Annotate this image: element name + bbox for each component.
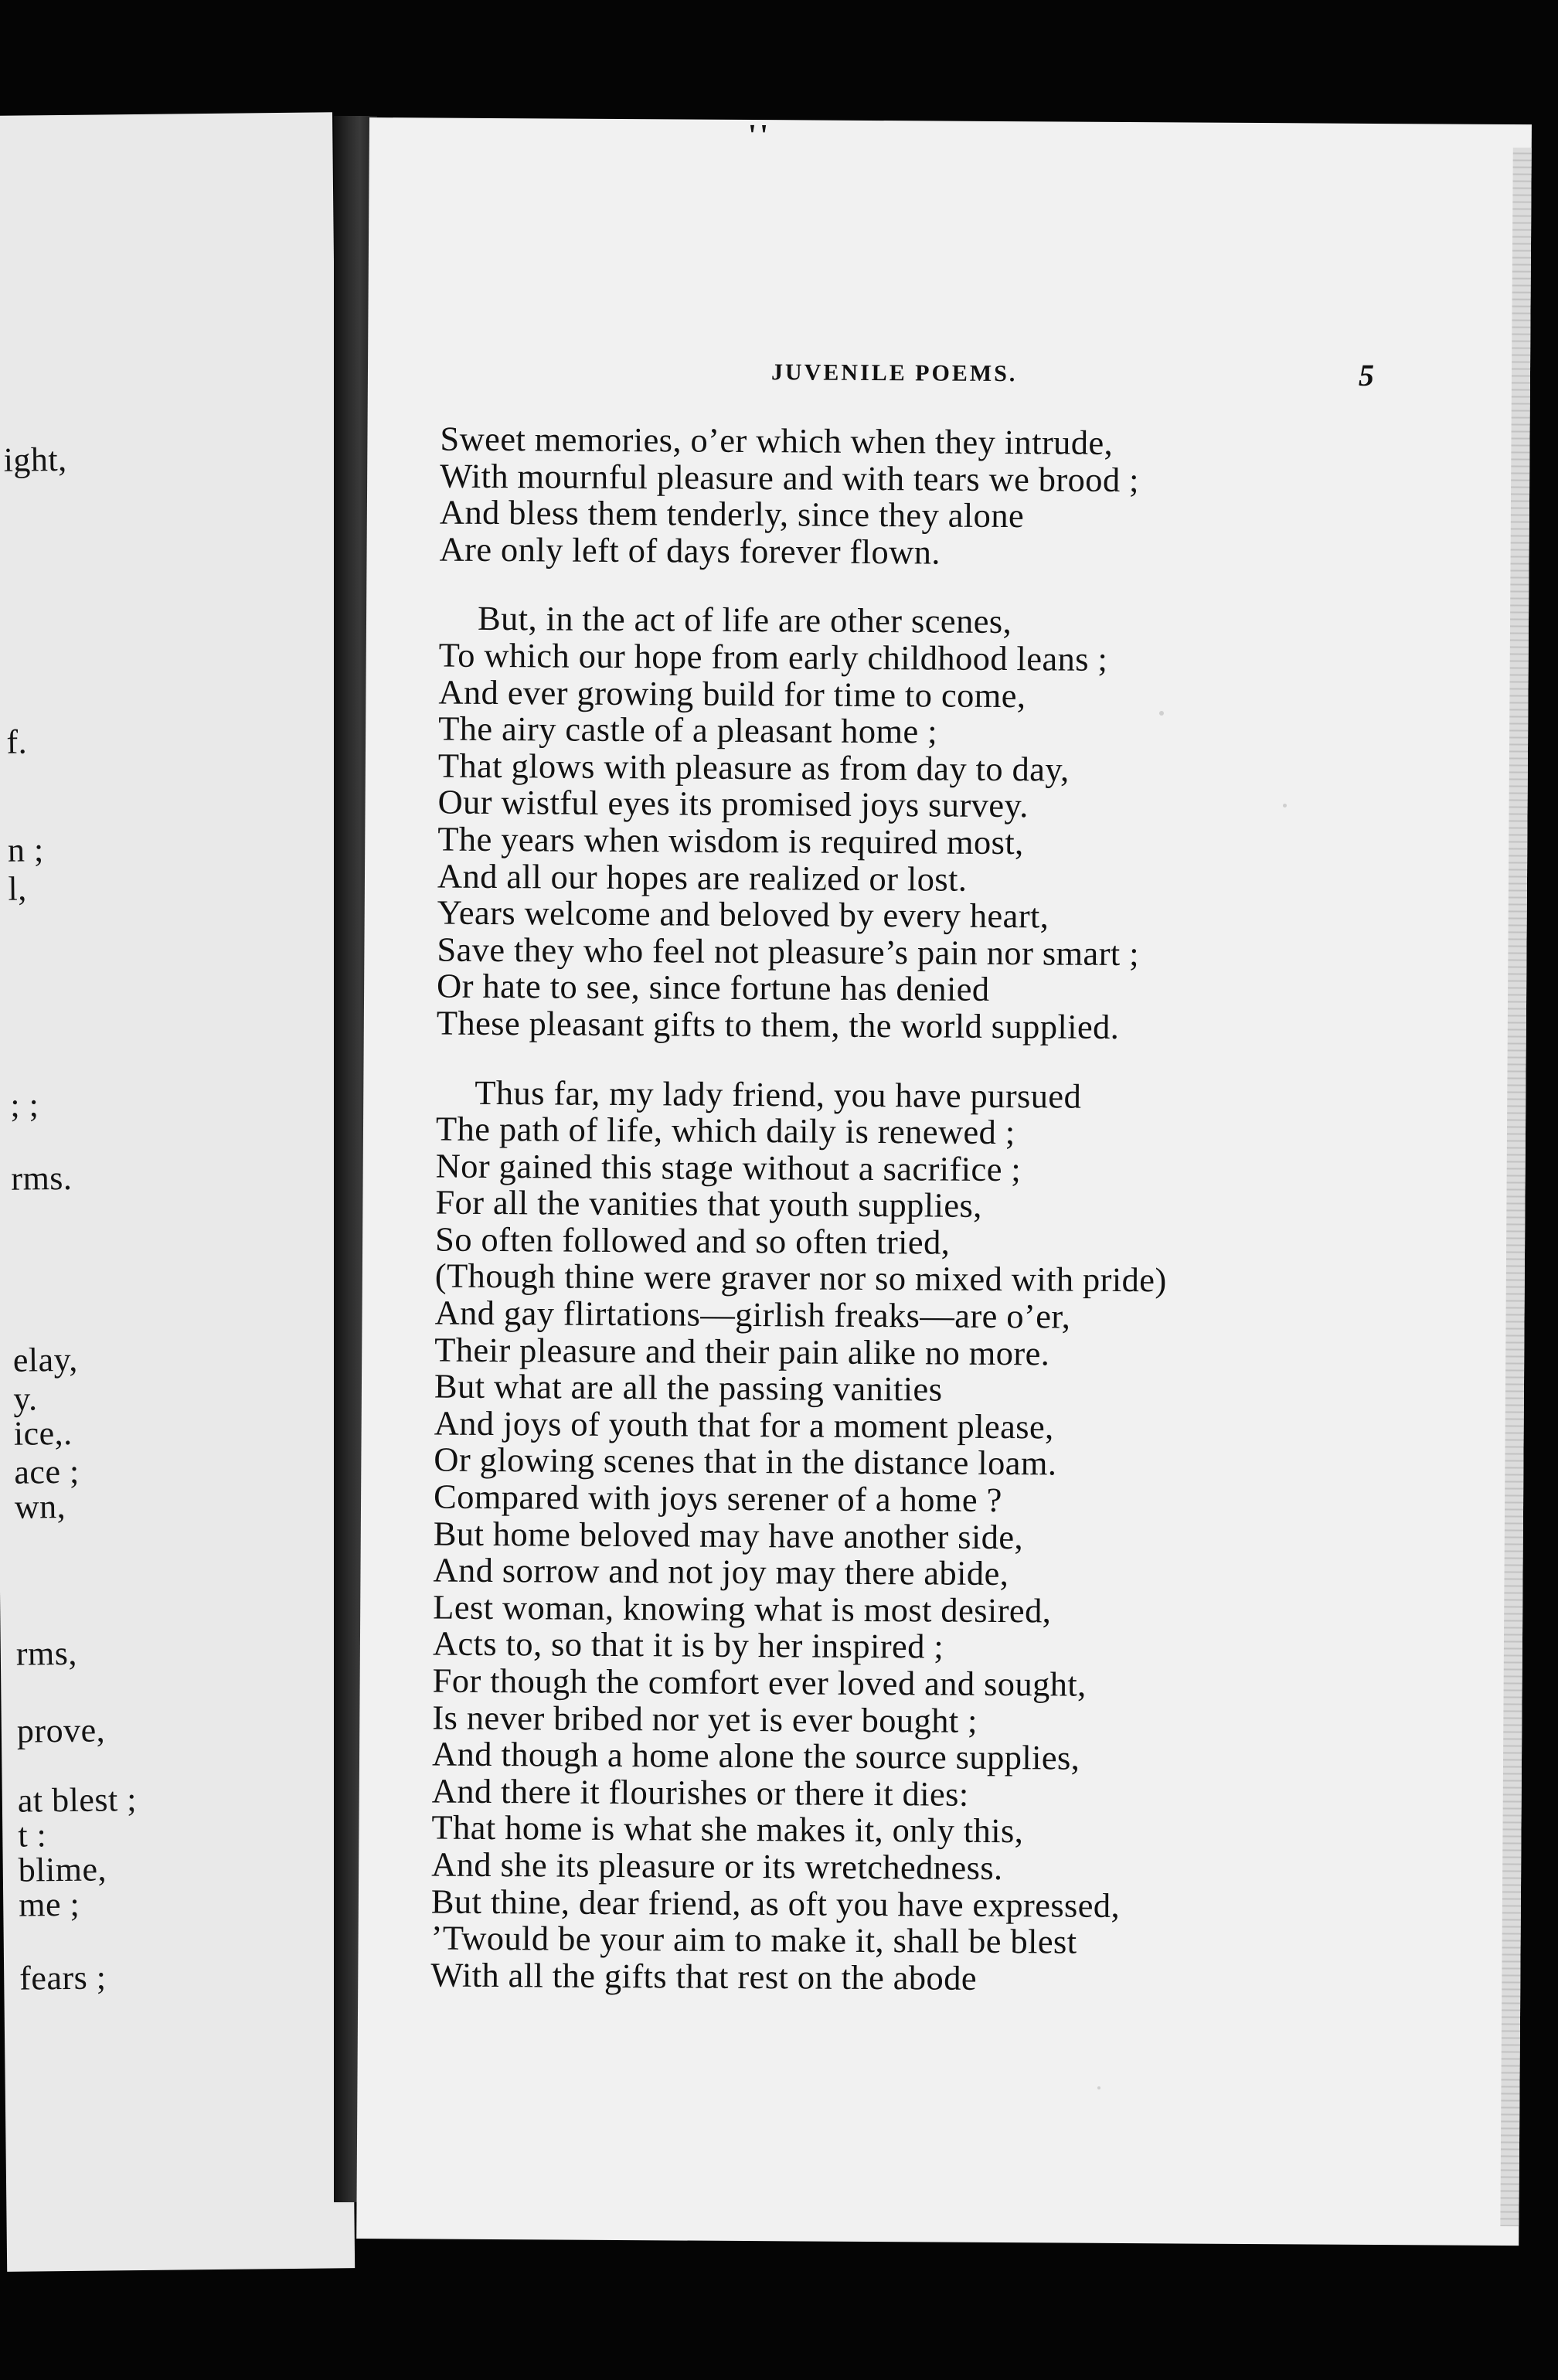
poem-line: Years welcome and beloved by every heart,: [437, 892, 1049, 936]
poem-line: These pleasant gifts to them, the world supplied.: [436, 1003, 1120, 1046]
poem-line: The years when wisdom is required most,: [437, 819, 1024, 862]
poem-line: Thus far, my lady friend, you have pursued: [475, 1073, 1082, 1116]
poem-line: Are only left of days forever flown.: [439, 529, 941, 572]
dust-speck: [1159, 711, 1164, 716]
poem-line: ’Twould be your aim to make it, shall be blest: [430, 1918, 1077, 1961]
poem-line: With mournful pleasure and with tears we brood ;: [440, 456, 1140, 499]
poem-line: For all the vanities that youth supplies,: [435, 1182, 982, 1226]
poem-line: Compared with joys serener of a home ?: [433, 1477, 1002, 1520]
poem-stanza: [430, 1074, 1441, 2000]
poem-line: With all the gifts that rest on the abode: [430, 1955, 978, 1998]
poem-line: Save they who feel not pleasure’s pain nor smart ;: [437, 930, 1140, 973]
left-page-line-fragment: f.: [6, 722, 28, 761]
page-edge-stack: [1500, 148, 1531, 2226]
poem-stanza: [437, 600, 1444, 1048]
poem-line: That glows with pleasure as from day to day,: [437, 746, 1070, 789]
left-page-line-fragment: fears ;: [19, 1958, 107, 1998]
poem-line: That home is what she makes it, only this,: [431, 1807, 1024, 1851]
left-page-line-fragment: ; ;: [10, 1086, 39, 1124]
poem-body: [430, 421, 1445, 2032]
poem-line: And there it flourishes or there it dies:: [431, 1771, 969, 1814]
left-page-line-fragment: ight,: [3, 440, 67, 479]
poem-line: Or hate to see, since fortune has denied: [436, 966, 990, 1009]
poem-line: And she its pleasure or its wretchedness.: [431, 1844, 1003, 1888]
left-page-line-fragment: me ;: [18, 1885, 80, 1924]
left-page-line-fragment: wn,: [14, 1487, 66, 1526]
left-page-line-fragment: elay,: [12, 1340, 79, 1379]
left-page-line-fragment: ice,.: [13, 1413, 73, 1453]
poem-line: And all our hopes are realized or lost.: [437, 856, 968, 899]
left-page-line-fragment: l,: [8, 869, 27, 908]
running-head: JUVENILE POEMS.: [770, 359, 1018, 387]
poem-stanza: [439, 421, 1444, 574]
poem-line: Sweet memories, o’er which when they intrude,: [440, 419, 1114, 462]
poem-line: But thine, dear friend, as oft you have expressed,: [430, 1882, 1121, 1925]
poem-line: Acts to, so that it is by her inspired ;: [432, 1624, 944, 1666]
poem-line: So often followed and so often tried,: [434, 1219, 951, 1262]
left-page-line-fragment: t :: [18, 1816, 47, 1855]
poem-line: For though the comfort ever loved and sought,: [432, 1661, 1087, 1704]
page-number: 5: [1358, 357, 1375, 393]
poem-line: Or glowing scenes that in the distance loam.: [434, 1440, 1057, 1483]
poem-line: But home beloved may have another side,: [433, 1514, 1024, 1556]
top-margin-mark: '': [747, 117, 772, 153]
poem-line: (Though thine were graver nor so mixed with pride): [434, 1256, 1167, 1300]
poem-line: The airy castle of a pleasant home ;: [438, 709, 938, 751]
poem-line: Nor gained this stage without a sacrifice ;: [435, 1146, 1022, 1188]
left-page-line-fragment: ace ;: [14, 1452, 80, 1491]
poem-line: Is never bribed nor yet is ever bought ;: [432, 1698, 978, 1740]
left-page-line-fragment: prove,: [16, 1711, 106, 1750]
poem-line: Their pleasure and their pain alike no more.: [434, 1330, 1050, 1373]
poem-line: The path of life, which daily is renewed ;: [435, 1109, 1015, 1152]
poem-line: Lest woman, knowing what is most desired,: [433, 1587, 1052, 1630]
poem-line: And bless them tenderly, since they alone: [439, 492, 1025, 536]
dust-speck: [1097, 2086, 1100, 2089]
left-page-line-fragment: at blest ;: [17, 1780, 138, 1820]
poem-line: And ever growing build for time to come,: [438, 672, 1026, 715]
poem-line: And sorrow and not joy may there abide,: [433, 1550, 1009, 1593]
left-facing-page: [0, 112, 355, 2272]
left-page-line-fragment: blime,: [18, 1850, 107, 1889]
poem-line: Our wistful eyes its promised joys survey.: [437, 782, 1029, 825]
left-page-line-fragment: rms.: [11, 1158, 73, 1198]
poem-line: And though a home alone the source supplies,: [431, 1734, 1080, 1777]
left-page-line-fragment: y.: [13, 1379, 38, 1418]
left-page-line-fragment: n ;: [7, 831, 44, 869]
poem-line: But, in the act of life are other scenes,: [477, 599, 1012, 641]
poem-line: To which our hope from early childhood leans ;: [438, 635, 1108, 678]
right-page: [356, 117, 1532, 2246]
left-page-line-fragment: rms,: [15, 1634, 78, 1673]
poem-line: And joys of youth that for a moment please,: [434, 1403, 1054, 1447]
dust-speck: [1283, 804, 1287, 808]
poem-line: And gay flirtations—girlish freaks—are o’er,: [434, 1293, 1071, 1336]
poem-line: But what are all the passing vanities: [434, 1366, 943, 1409]
